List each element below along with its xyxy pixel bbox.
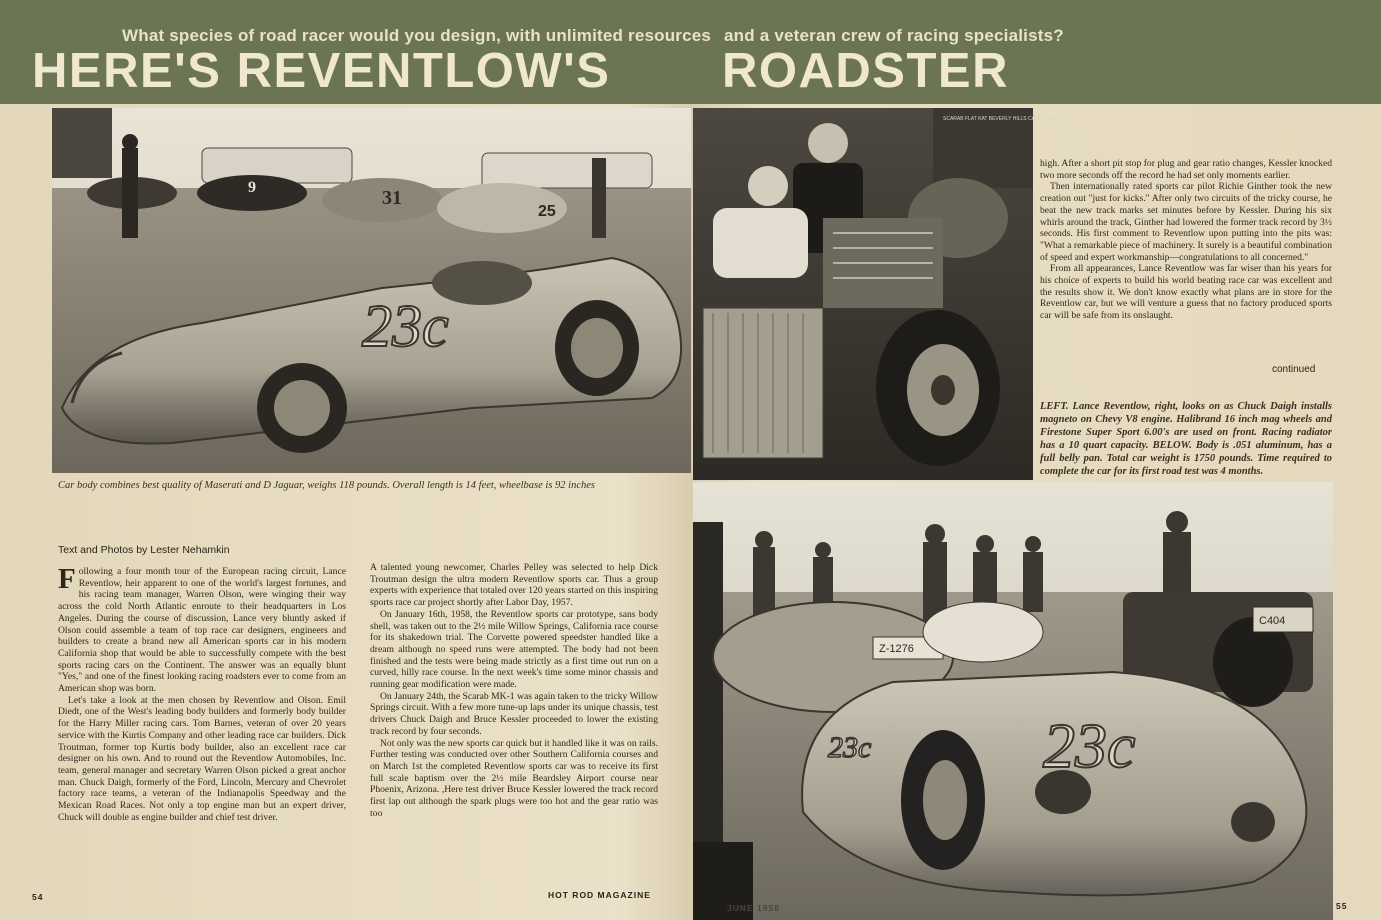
photo-pit-lane [52,108,691,473]
car-number-23c: 23c [362,293,449,359]
caption-top-photo: Car body combines best quality of Maserati and D Jaguar, weighs 118 pounds. Overall length is 14 feet, wheelbase is 92 inches [58,480,595,491]
headline-left: HERE'S REVENTLOW'S [32,44,611,98]
magazine-name: HOT ROD MAGAZINE [548,890,651,900]
article-column-1 [58,563,346,823]
kicker-right: and a veteran crew of racing specialists? [724,26,1064,45]
byline: Text and Photos by Lester Nehamkin [58,544,230,556]
page-number-right: 55 [1336,901,1348,911]
col3-para-2: Then internationally rated sports car pilot Richie Ginther took the new creation out "just for kicks." After only two circuits of the tricky course, he beat the new track marks set minutes before by Kessler. During his six whirls around the track, Ginther had lowered the former track record by 3½ seconds. His first comment to Reventlow upon putting into the pits was: "What a remarkable piece of machinery. It surely is a beautiful combination of speed and expert workmanship—congratulations to all concerned." [1040,181,1332,263]
car-number-25: 25 [538,203,556,220]
license-plate: Z-1276 [879,643,914,655]
col2-para-1: A talented young newcomer, Charles Pelley was selected to help Dick Troutman design the ultra modern Reventlow sports car. Thus a group experts with experience that totaled over 120 years started on this inspiring sports race car project shortly after Labor Day, 1957. [370,562,658,609]
col1-para-1: ollowing a four month tour of the European racing circuit, Lance Reventlow, heir apparent to one of the world's largest fortunes, and his racing team manager, Warren Olson, were winging their way across the cold North Atlantic enroute to their headquarters in Los Angeles. During the course of discussion, Lance very bluntly asked if Olson could assemble a team of top race car designers, engineers and builders to create a brand new all American sports car in his modern California shop that would be able to successfully compete with the best sports racing cars on the Continent. The answer was an equally blunt "Yes," and one of the finest looking racing roadsters ever to come from an American shop was born. [58,566,346,695]
car-number-9: 9 [248,179,256,196]
col3-para-1: high. After a short pit stop for plug and gear ratio changes, Kessler knocked two more seconds off the record he had set only moments earlier. [1040,158,1332,181]
col2-para-3: On January 24th, the Scarab MK-1 was again taken to the tricky Willow Springs circuit. With a few more tune-up laps under its unique chassis, test drivers Chuck Daigh and Bruce Kessler proceeded to lower the existing track record by four seconds. [370,690,658,737]
car-number-31: 31 [382,187,402,209]
article-column-3 [1040,158,1332,322]
license-plate-2: C404 [1259,615,1286,627]
article-column-2 [370,562,658,819]
continued-label: continued [1272,364,1316,375]
car-number-23c-side: 23c [828,731,872,764]
headline-right: ROADSTER [722,44,1009,98]
photo-paddock [693,482,1333,920]
photo-engine-install [693,108,1059,480]
drop-cap: F [58,563,76,595]
shop-sign: SCARAB FLAT KAT BEVERLY HILLS CALIFORNIA [943,116,1059,122]
col2-para-2: On January 16th, 1958, the Reventlow sports car prototype, sans body shell, was taken out to the 2½ mile Willow Springs, California race course for its shakedown trial. The Corvette powered speedster handled like a dream although no speed runs were attempted. The body had not been finished and the tests were being made strictly as a first time out run on a curved, hilly race course. In the next week's time some minor chassis and running gear modification were made. [370,608,658,691]
kicker-left: What species of road racer would you design, with unlimited resources [122,26,712,45]
page-number-left: 54 [32,892,44,902]
col2-para-4: Not only was the new sports car quick but it handled like it was on rails. Further testing was conducted over other Southern California courses and on March 1st the completed Reventlow sports car was to receive its first full scale baptism over the 2½ mile Beardsley Airport course near Phoenix, Arizona. ,Here test driver Bruce Kessler lowered the track record first lap out although the spark plugs were too hot and the gear ratio was too [370,737,658,819]
caption-engine-photo: LEFT. Lance Reventlow, right, looks on as Chuck Daigh installs magneto on Chevy V8 engine. Halibrand 16 inch mag wheels and Firestone Super Sport 6.00's are used on front. Racing radiator has a 10 quart capacity. BELOW. Body is .051 aluminum, has a full belly pan. Total car weight is 1750 pounds. Time required to complete the car for its first road test was 4 months. [1040,401,1332,477]
col3-para-3: From all appearances, Lance Reventlow was far wiser than his years for his choice of experts to build his world beating race car was excellent and the results show it. We don't know exactly what plans are in store for the Reventlow car, but we will venture a guess that no factory produced sports car will be safe from its onslaught. [1040,263,1332,322]
col1-para-2: Let's take a look at the men chosen by Reventlow and Olson. Emil Diedt, one of the West's leading body builders and formerly body builder for the Harry Miller racing cars. Tom Barnes, veteran of over 20 years service with the Kurtis Company and other leading race car builders. Dick Troutman, former top Kurtis body builder, also an excellent race car designer on his own. And to round out the Reventlow Automobiles, Inc. team, general manager and secretary Warren Olson picked a great anchor man. Chuck Daigh, formerly of the Ford, Lincoln, Mercury and Chevrolet factory race teams, a veteran of the Indianapolis Speedway and the Mexican Road Races. Not only a top engine man but an expert driver, Chuck will double as engine builder and chief test driver. [58,694,346,823]
issue-date: JUNE 1958 [727,903,780,913]
car-number-23c-paddock: 23c [1043,710,1136,781]
